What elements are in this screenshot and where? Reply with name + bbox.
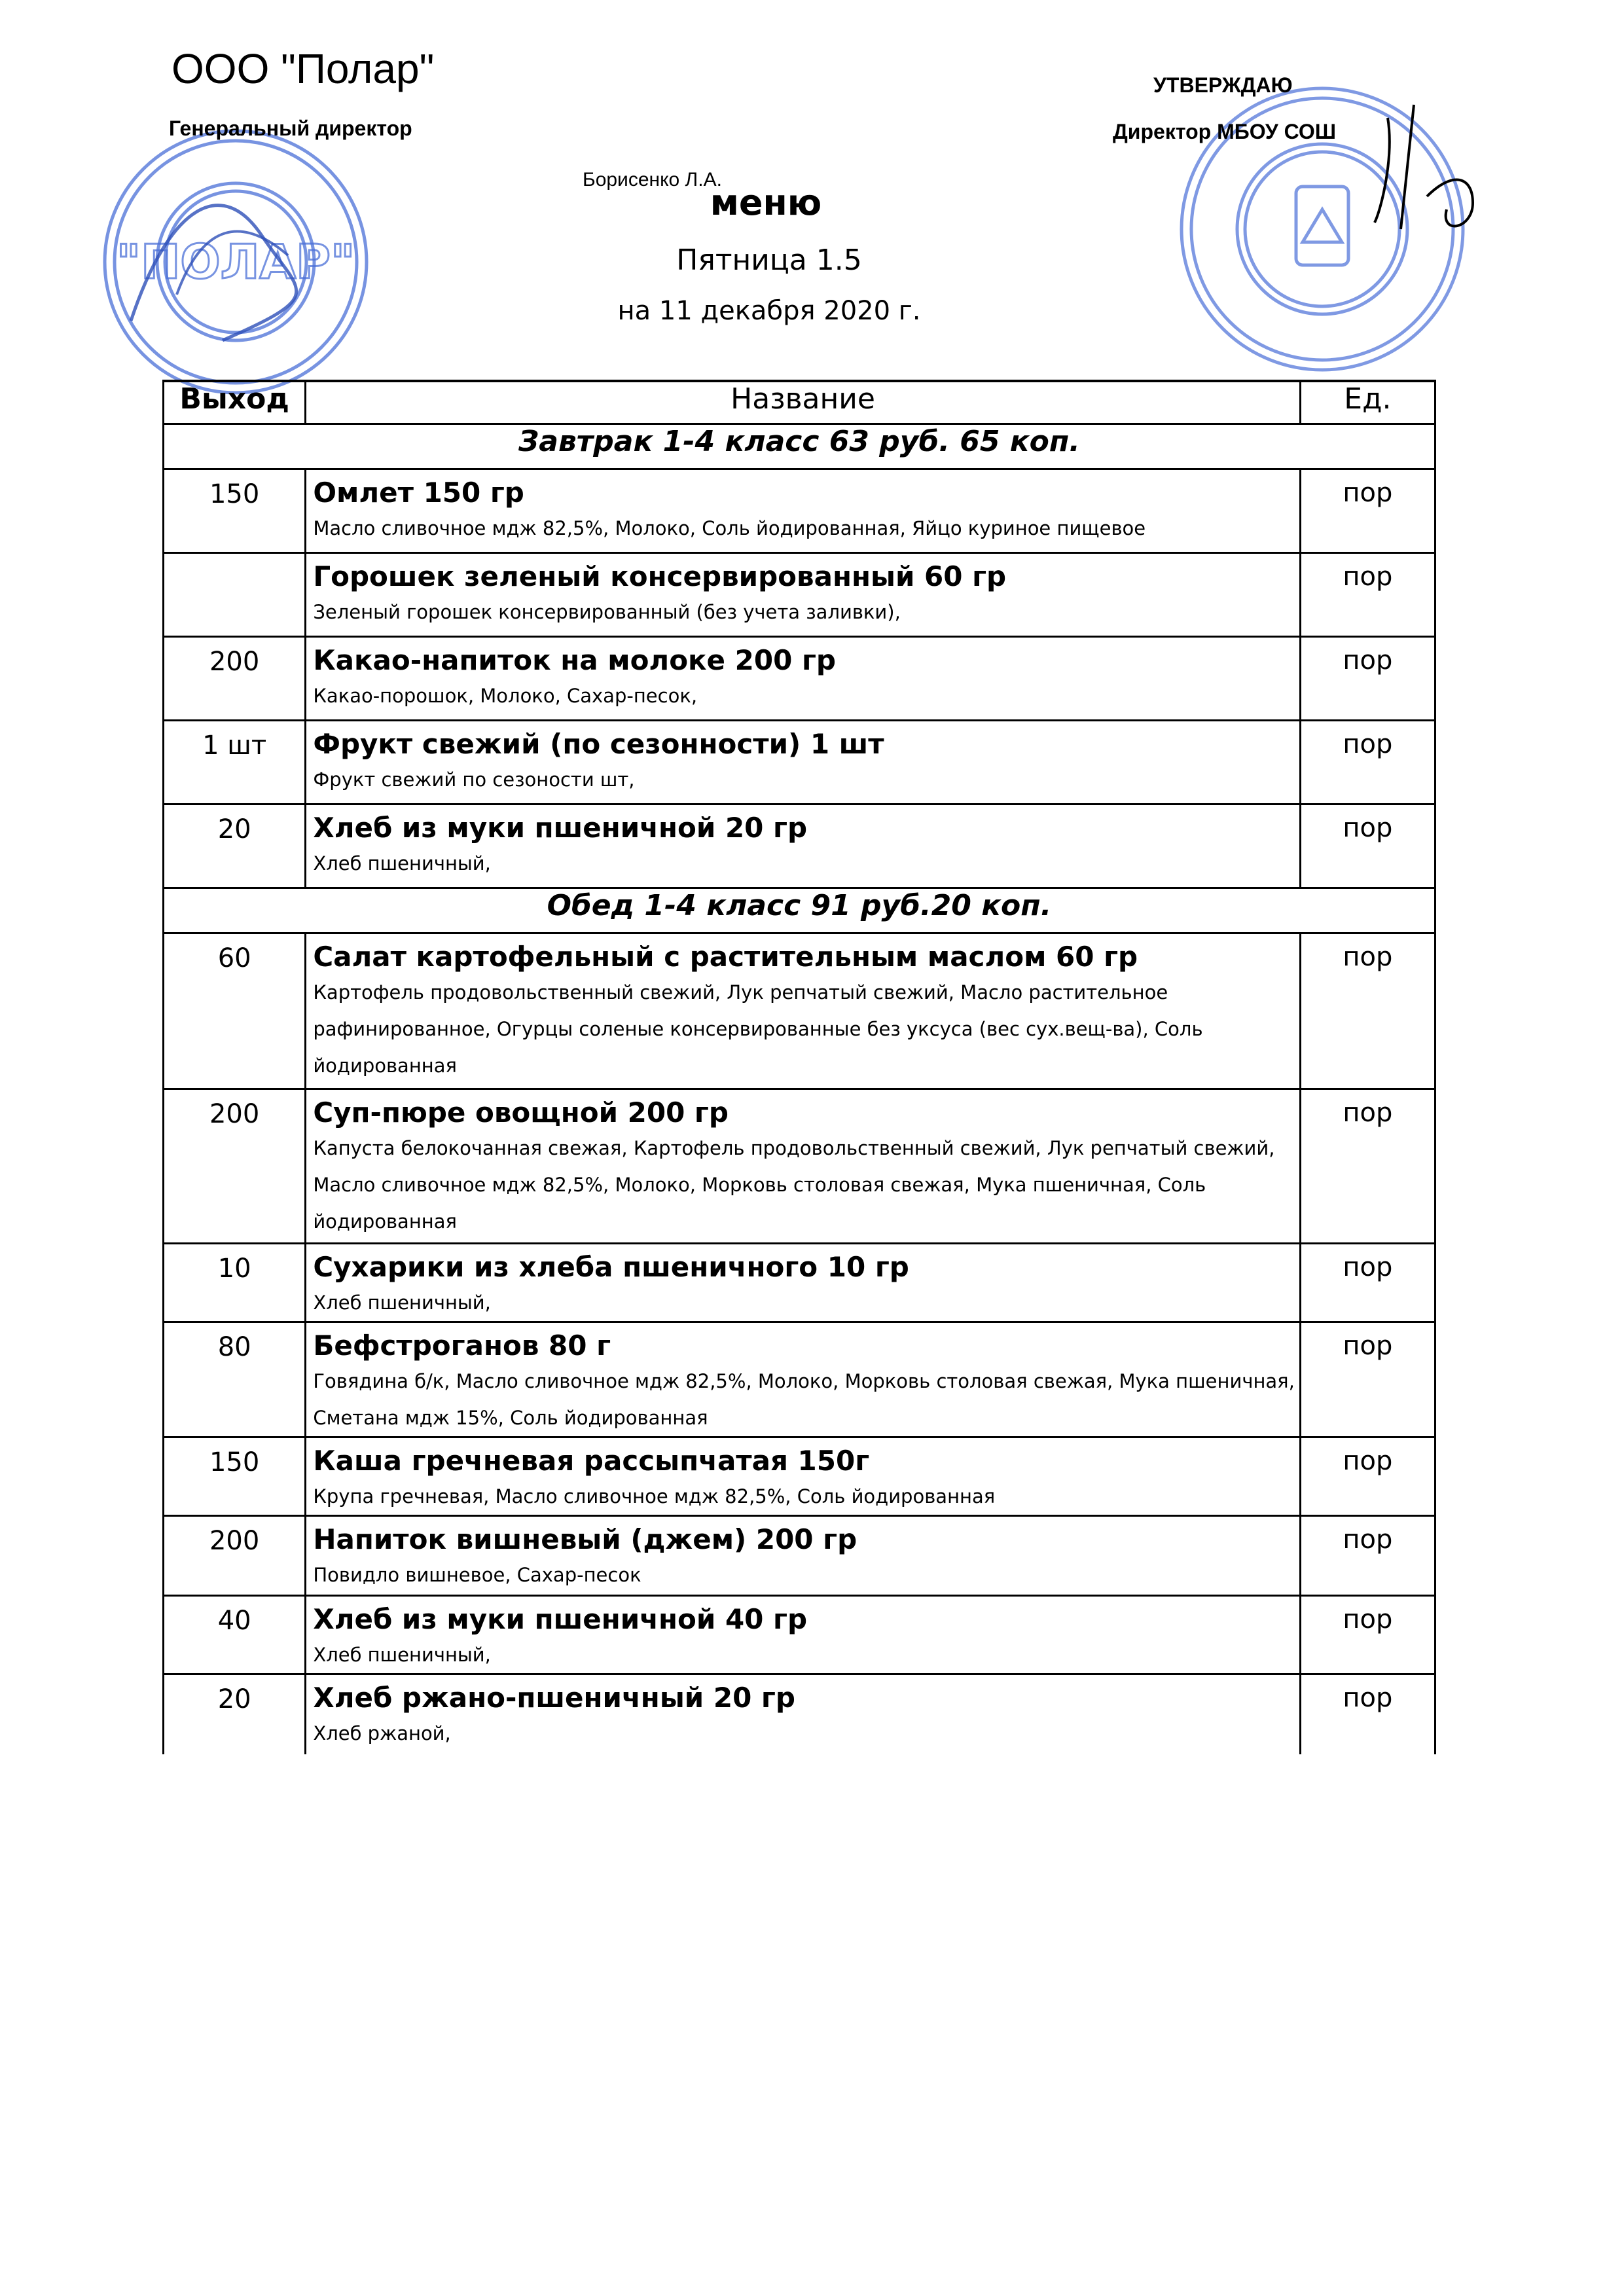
unit-cell — [1300, 469, 1435, 553]
unit-cell — [1300, 1674, 1435, 1754]
out-cell — [164, 1244, 306, 1322]
out-cell — [164, 1596, 306, 1674]
name-cell — [306, 469, 1300, 553]
name-cell — [306, 804, 1300, 888]
out-value: 150 — [209, 479, 260, 509]
out-value: 200 — [209, 1526, 260, 1556]
name-cell — [306, 933, 1300, 1089]
dish-name: Хлеб из муки пшеничной 40 гр — [313, 1603, 808, 1635]
column-header-out: Выход — [164, 381, 306, 424]
unit-cell — [1300, 804, 1435, 888]
name-cell — [306, 1674, 1300, 1754]
out-cell — [164, 637, 306, 721]
table-row — [164, 1244, 1435, 1322]
unit-value: пор — [1343, 645, 1393, 676]
dish-ingredients: Повидло вишневое, Сахар-песок — [313, 1564, 641, 1586]
unit-cell — [1300, 553, 1435, 637]
section-row — [164, 424, 1435, 469]
dish-ingredients: Хлеб пшеничный, — [313, 1644, 491, 1666]
out-cell — [164, 1437, 306, 1516]
dish-name: Омлет 150 гр — [313, 477, 524, 509]
dish-ingredients: Хлеб пшеничный, — [313, 1292, 491, 1314]
menu-date: на 11 декабря 2020 г. — [617, 296, 921, 326]
out-cell — [164, 933, 306, 1089]
section-title: Обед 1-4 класс 91 руб.20 коп. — [164, 888, 1435, 933]
signer-name: Борисенко Л.А. — [583, 169, 722, 190]
director-label: Директор МБОУ СОШ — [1113, 120, 1336, 143]
unit-cell — [1300, 637, 1435, 721]
table-header-row — [164, 381, 1435, 424]
out-value: 200 — [209, 647, 260, 677]
out-cell — [164, 1089, 306, 1244]
unit-value: пор — [1343, 1252, 1393, 1282]
general-director-label: Генеральный директор — [169, 117, 412, 140]
column-header-unit: Ед. — [1300, 381, 1435, 424]
unit-value: пор — [1343, 1098, 1393, 1128]
section-row — [164, 888, 1435, 933]
out-cell — [164, 1322, 306, 1437]
menu-title: меню — [710, 182, 822, 223]
dish-name: Сухарики из хлеба пшеничного 10 гр — [313, 1251, 909, 1283]
dish-name: Хлеб ржано-пшеничный 20 гр — [313, 1682, 795, 1714]
column-header-name: Название — [306, 381, 1300, 424]
out-value: 60 — [217, 943, 251, 973]
out-cell — [164, 721, 306, 804]
dish-ingredients: Картофель продовольственный свежий, Лук репчатый свежий, Масло растительное рафинированное, Огурцы соленые консервированные без уксуса (вес сух.вещ-ва), Соль йодированная — [313, 981, 1203, 1077]
out-cell — [164, 553, 306, 637]
out-value: 20 — [217, 814, 251, 844]
table-row — [164, 1322, 1435, 1437]
unit-value: пор — [1343, 1683, 1393, 1713]
unit-cell — [1300, 1596, 1435, 1674]
table-row — [164, 1674, 1435, 1754]
unit-value: пор — [1343, 562, 1393, 592]
unit-cell — [1300, 721, 1435, 804]
name-cell — [306, 1516, 1300, 1596]
out-cell — [164, 1674, 306, 1754]
svg-text:"ПОЛАР": "ПОЛАР" — [116, 234, 355, 289]
name-cell — [306, 1089, 1300, 1244]
dish-ingredients: Какао-порошок, Молоко, Сахар-песок, — [313, 685, 698, 707]
dish-name: Салат картофельный с растительным маслом 60 гр — [313, 941, 1138, 973]
dish-ingredients: Масло сливочное мдж 82,5%, Молоко, Соль йодированная, Яйцо куриное пищевое — [313, 517, 1146, 539]
dish-ingredients: Зеленый горошек консервированный (без учета заливки), — [313, 601, 901, 623]
out-value: 1 шт — [202, 731, 267, 761]
out-value: 10 — [217, 1254, 251, 1284]
dish-name: Суп-пюре овощной 200 гр — [313, 1096, 729, 1129]
dish-ingredients: Хлеб пшеничный, — [313, 852, 491, 875]
dish-name: Горошек зеленый консервированный 60 гр — [313, 560, 1007, 592]
unit-cell — [1300, 1244, 1435, 1322]
approve-label: УТВЕРЖДАЮ — [1153, 73, 1293, 97]
dish-ingredients: Капуста белокочанная свежая, Картофель продовольственный свежий, Лук репчатый свежий, Масло сливочное мдж 82,5%, Молоко, Морковь столовая свежая, Мука пшеничная, Соль йодированная — [313, 1137, 1275, 1233]
dish-name: Напиток вишневый (джем) 200 гр — [313, 1523, 857, 1555]
out-cell — [164, 469, 306, 553]
dish-name: Хлеб из муки пшеничной 20 гр — [313, 812, 808, 844]
dish-ingredients: Крупа гречневая, Масло сливочное мдж 82,5%, Соль йодированная — [313, 1485, 996, 1508]
unit-cell — [1300, 1089, 1435, 1244]
dish-ingredients: Фрукт свежий по сезоности шт, — [313, 768, 635, 791]
out-value: 20 — [217, 1684, 251, 1714]
menu-day: Пятница 1.5 — [676, 244, 862, 277]
name-cell — [306, 1322, 1300, 1437]
table-row — [164, 1516, 1435, 1596]
out-value: 150 — [209, 1447, 260, 1477]
out-cell — [164, 804, 306, 888]
company-seal-stamp — [92, 124, 380, 399]
out-value: 80 — [217, 1332, 251, 1362]
table-row — [164, 1596, 1435, 1674]
name-cell — [306, 553, 1300, 637]
unit-cell — [1300, 1516, 1435, 1596]
menu-table — [162, 380, 1436, 1754]
out-value: 40 — [217, 1606, 251, 1636]
table-row — [164, 721, 1435, 804]
dish-name: Какао-напиток на молоке 200 гр — [313, 644, 836, 676]
dish-ingredients: Хлеб ржаной, — [313, 1722, 451, 1744]
table-row — [164, 637, 1435, 721]
out-cell — [164, 1516, 306, 1596]
unit-value: пор — [1343, 1604, 1393, 1635]
name-cell — [306, 1244, 1300, 1322]
unit-value: пор — [1343, 729, 1393, 759]
table-row — [164, 933, 1435, 1089]
unit-value: пор — [1343, 1446, 1393, 1476]
company-name: ООО "Полар" — [171, 45, 435, 92]
dish-name: Каша гречневая рассыпчатая 150г — [313, 1445, 870, 1477]
unit-value: пор — [1343, 813, 1393, 843]
section-title: Завтрак 1-4 класс 63 руб. 65 коп. — [164, 424, 1435, 469]
name-cell — [306, 1596, 1300, 1674]
out-value — [164, 554, 304, 563]
table-row — [164, 804, 1435, 888]
out-value: 200 — [209, 1099, 260, 1129]
unit-value: пор — [1343, 1331, 1393, 1361]
dish-name: Фрукт свежий (по сезонности) 1 шт — [313, 728, 884, 760]
unit-value: пор — [1343, 942, 1393, 972]
table-row — [164, 1089, 1435, 1244]
table-row — [164, 1437, 1435, 1516]
name-cell — [306, 637, 1300, 721]
unit-value: пор — [1343, 478, 1393, 508]
table-row — [164, 469, 1435, 553]
unit-value: пор — [1343, 1525, 1393, 1555]
unit-cell — [1300, 933, 1435, 1089]
name-cell — [306, 1437, 1300, 1516]
dish-ingredients: Говядина б/к, Масло сливочное мдж 82,5%, Молоко, Морковь столовая свежая, Мука пшеничная, Сметана мдж 15%, Соль йодированная — [313, 1370, 1295, 1429]
unit-cell — [1300, 1322, 1435, 1437]
table-row — [164, 553, 1435, 637]
dish-name: Бефстроганов 80 г — [313, 1329, 611, 1362]
unit-cell — [1300, 1437, 1435, 1516]
name-cell — [306, 721, 1300, 804]
